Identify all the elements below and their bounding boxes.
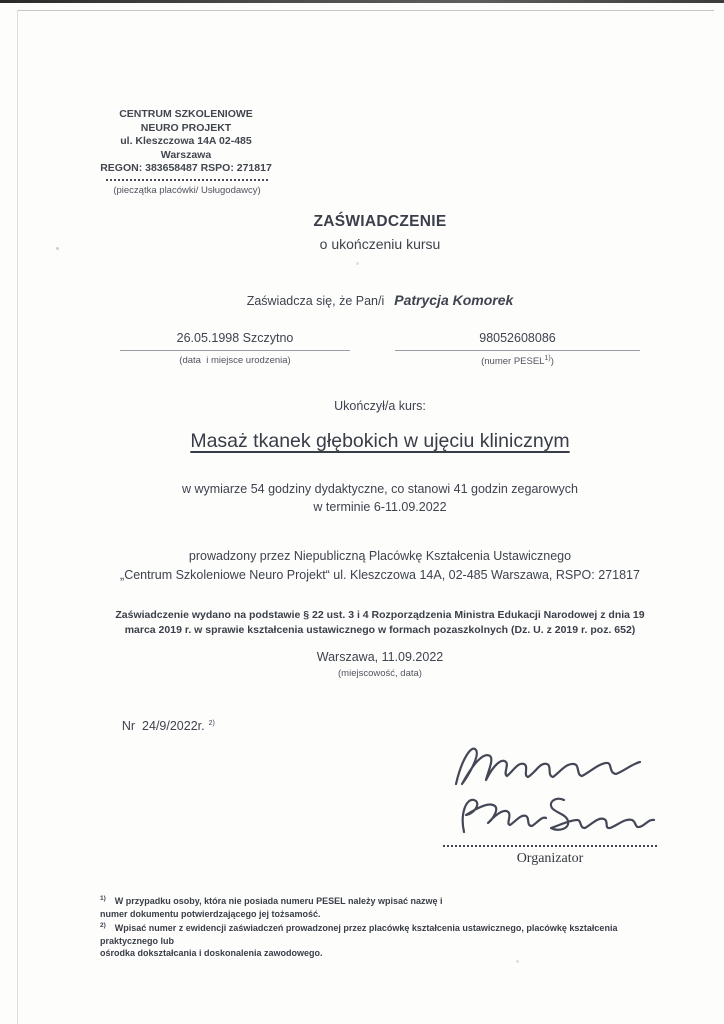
- footnote-2-marker: 2): [100, 922, 106, 929]
- stamp-dotted-line: [106, 171, 268, 181]
- stamp-caption: (pieczątka placówki/ Usługodawcy): [113, 185, 261, 196]
- birth-field: [120, 331, 350, 366]
- document-subtitle: o ukończeniu kursu: [319, 236, 441, 252]
- legal-basis-line1: Zaświadczenie wydano na podstawie § 22 ust. 3 i 4 Rozporządzenia Ministra Edukacji Narodowej z dnia 19: [115, 609, 645, 621]
- pesel-field: [395, 331, 640, 367]
- course-hours-line: w wymiarze 54 godziny dydaktyczne, co stanowi 41 godzin zegarowych: [181, 482, 579, 496]
- scan-edge-left: [17, 10, 18, 1024]
- place-date-caption: (miejscowość, data): [338, 668, 422, 679]
- scan-speck: [516, 960, 519, 963]
- course-dates-line: w terminie 6-11.09.2022: [313, 500, 447, 514]
- scan-edge-top-secondary: [17, 10, 714, 11]
- certify-line: [95, 292, 665, 308]
- issuer-name-line2: NEURO PROJEKT: [140, 121, 232, 134]
- footnotes: [100, 893, 675, 960]
- certify-prefix: Zaświadcza się, że Pan/i: [246, 294, 385, 308]
- completed-label: Ukończył/a kurs:: [334, 399, 426, 413]
- footnote-1-marker: 1): [100, 895, 106, 902]
- provider-line2: „Centrum Szkoleniowe Neuro Projekt“ ul. Kleszczowa 14A, 02-485 Warszawa, RSPO: 271817: [120, 568, 640, 582]
- course-title: [95, 430, 665, 453]
- pesel-caption-footnote-ref: 1): [544, 355, 551, 362]
- signature-stroke-2: [463, 799, 654, 832]
- pesel-caption-suffix: ): [550, 356, 554, 368]
- handwritten-signatures: [448, 740, 658, 840]
- provider-line1: prowadzony przez Niepubliczną Placówkę Kształcenia Ustawicznego: [188, 549, 572, 563]
- issuer-name-line1: CENTRUM SZKOLENIOWE: [119, 108, 253, 120]
- issuer-regon-rspo: REGON: 383658487 RSPO: 271817: [100, 162, 272, 174]
- pesel-caption: [395, 355, 640, 367]
- document-title: ZAŚWIADCZENIE: [313, 213, 447, 230]
- pesel-underline: [395, 350, 640, 351]
- course-title-text: Masaż tkanek głębokich w ujęciu klinicznym: [190, 430, 570, 452]
- issuer-stamp-block: [98, 108, 274, 176]
- birth-caption: (data i miejsce urodzenia): [179, 355, 291, 366]
- footnote-1-line1: [100, 893, 675, 908]
- footnote-2-line2: ośrodka dokształcania i doskonalenia zawodowego.: [100, 948, 323, 958]
- certificate-number-text: Nr 24/9/2022r.: [121, 719, 205, 733]
- footnote-2-line1: [100, 920, 675, 947]
- footnote-2-text: Wpisać numer z ewidencji zaświadczeń prowadzonej przez placówkę kształcenia ustawicznego, placówkę kształcenia praktycznego lub: [100, 923, 618, 946]
- signature-stroke-1: [456, 749, 640, 784]
- certificate-number: [108, 705, 215, 747]
- footnote-1-line2: numer dokumentu potwierdzającego jej tożsamość.: [100, 908, 321, 919]
- pesel-value: 98052608086: [479, 331, 556, 345]
- signature-dotted-line: [443, 837, 657, 847]
- legal-basis-line2: marca 2019 r. w sprawie kształcenia ustawicznego w formach pozaszkolnych (Dz. U. z 2019 r. poz. 652): [124, 624, 636, 636]
- certificate-number-footnote-ref: 2): [208, 719, 215, 727]
- scan-speck: [56, 247, 59, 250]
- participant-name: Patrycja Komorek: [394, 292, 514, 308]
- scan-edge-top: [0, 0, 724, 3]
- birth-underline: [120, 350, 350, 351]
- pesel-caption-prefix: (numer PESEL: [481, 356, 545, 368]
- issuer-address: ul. Kleszczowa 14A 02-485 Warszawa: [120, 135, 252, 161]
- place-date: Warszawa, 11.09.2022: [316, 650, 444, 664]
- birth-value: 26.05.1998 Szczytno: [176, 331, 294, 345]
- footnote-1-text: W przypadku osoby, która nie posiada numeru PESEL należy wpisać nazwę i: [114, 896, 443, 906]
- scan-speck: [356, 262, 359, 265]
- organizer-caption: Organizator: [516, 851, 584, 866]
